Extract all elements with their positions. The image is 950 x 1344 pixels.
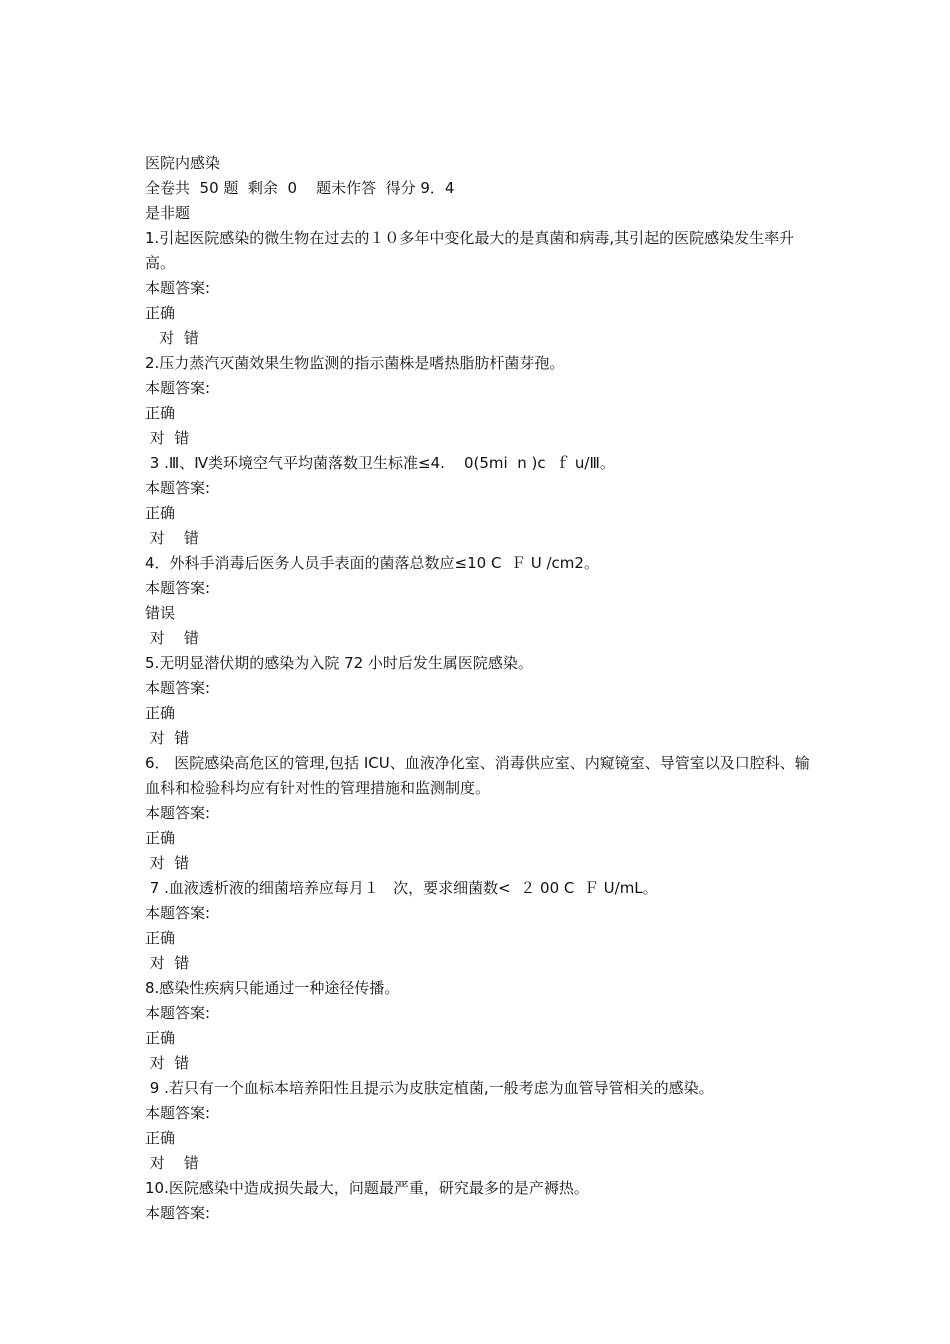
question-text: 5.无明显潜伏期的感染为入院 72 小时后发生属医院感染。	[145, 654, 533, 672]
answer-value: 正确	[145, 704, 176, 722]
answer-label: 本题答案:	[145, 579, 211, 597]
question-6	[145, 751, 815, 876]
answer-label: 本题答案:	[145, 1104, 211, 1122]
question-2	[145, 351, 815, 451]
question-1	[145, 226, 815, 351]
document-title: 医院内感染	[145, 154, 221, 172]
question-7	[145, 876, 815, 976]
answer-options: 对 错	[145, 729, 190, 747]
answer-value: 正确	[145, 504, 176, 522]
answer-options: 对 错	[145, 1154, 199, 1172]
answer-label: 本题答案:	[145, 379, 211, 397]
question-10	[145, 1176, 815, 1226]
question-text: 10.医院感染中造成损失最大，问题最严重，研究最多的是产褥热。	[145, 1179, 589, 1197]
question-text: 7 .血液透析液的细菌培养应每月１ 次，要求细菌数< ２ 00 C Ｆ U/mL。	[145, 879, 658, 897]
question-text: 3 .Ⅲ、Ⅳ类环境空气平均菌落数卫生标准≤4. 0(5mi n )c ｆ u/Ⅲ。	[145, 454, 615, 472]
answer-label: 本题答案:	[145, 1004, 211, 1022]
question-4	[145, 551, 815, 651]
question-text: 4．外科手消毒后医务人员手表面的菌落总数应≤10 C Ｆ U /cm2。	[145, 554, 599, 572]
question-text: 6． 医院感染高危区的管理,包括 ICU、血液净化室、消毒供应室、内窥镜室、导管室以及口腔科、输血科和检验科均应有针对性的管理措施和监测制度。	[145, 754, 810, 797]
answer-label: 本题答案:	[145, 1204, 211, 1222]
question-8	[145, 976, 815, 1076]
section-heading: 是非题	[145, 204, 191, 222]
answer-value: 错误	[145, 604, 176, 622]
answer-value: 正确	[145, 304, 176, 322]
answer-options: 对 错	[145, 529, 199, 547]
answer-options: 对 错	[145, 329, 199, 347]
answer-options: 对 错	[145, 854, 190, 872]
question-text: 8.感染性疾病只能通过一种途径传播。	[145, 979, 400, 997]
question-text: 9 .若只有一个血标本培养阳性且提示为皮肤定植菌,一般考虑为血管导管相关的感染。	[145, 1079, 714, 1097]
answer-label: 本题答案:	[145, 679, 211, 697]
answer-options: 对 错	[145, 629, 199, 647]
answer-options: 对 错	[145, 954, 190, 972]
answer-label: 本题答案:	[145, 479, 211, 497]
answer-value: 正确	[145, 1029, 176, 1047]
exam-summary: 全卷共 50 题 剩余 0 题未作答 得分 9．4	[145, 179, 455, 197]
answer-value: 正确	[145, 1129, 176, 1147]
answer-options: 对 错	[145, 429, 190, 447]
question-5	[145, 651, 815, 751]
answer-value: 正确	[145, 404, 176, 422]
question-text: 2.压力蒸汽灭菌效果生物监测的指示菌株是嗜热脂肪杆菌芽孢。	[145, 354, 565, 372]
document-body	[145, 151, 815, 1226]
question-9	[145, 1076, 815, 1176]
answer-label: 本题答案:	[145, 904, 211, 922]
answer-label: 本题答案:	[145, 279, 211, 297]
answer-value: 正确	[145, 829, 176, 847]
answer-label: 本题答案:	[145, 804, 211, 822]
question-text: 1.引起医院感染的微生物在过去的１０多年中变化最大的是真菌和病毒,其引起的医院感染发生率升高。	[145, 229, 795, 272]
answer-options: 对 错	[145, 1054, 190, 1072]
question-3	[145, 451, 815, 551]
answer-value: 正确	[145, 929, 176, 947]
